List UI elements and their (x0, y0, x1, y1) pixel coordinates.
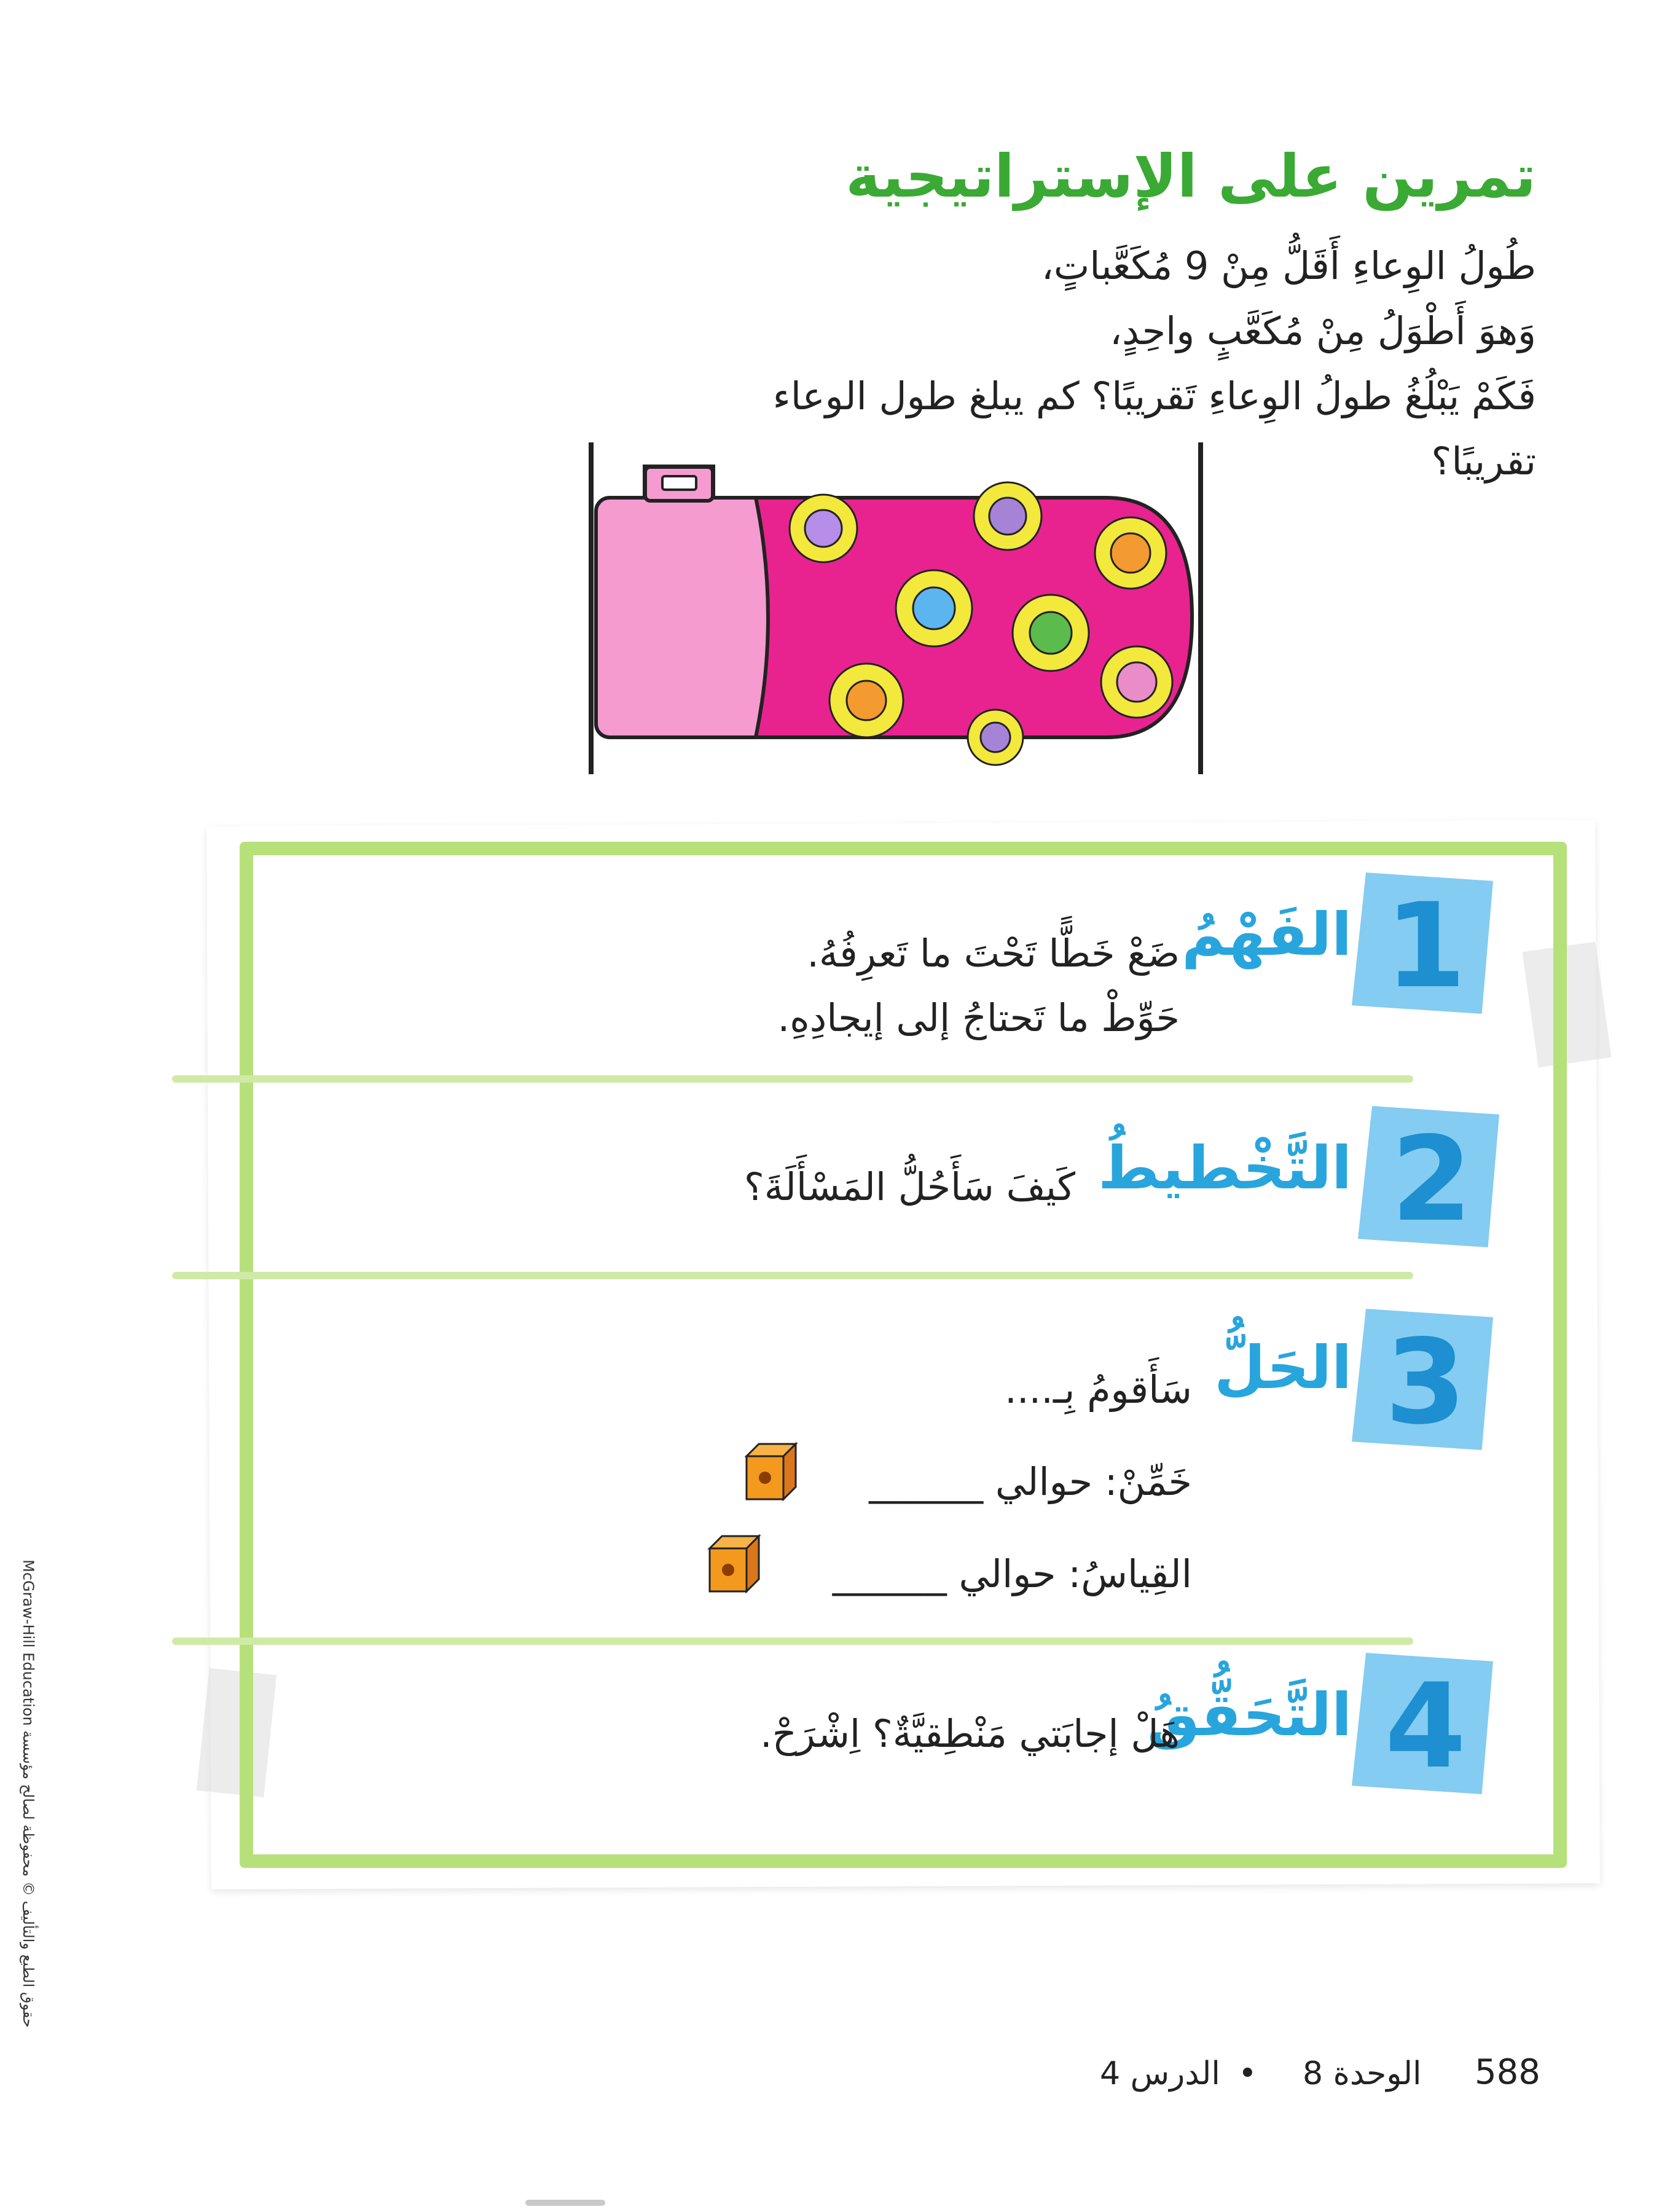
copyright-credit: حقوق الطبع والتأليف © محفوظة لصالح مؤسسة McGraw-Hill Education (20, 1559, 37, 2028)
page-number: 588 (1475, 2052, 1540, 2092)
divider-3 (172, 1637, 1413, 1645)
step-3-number: 3 (1384, 1314, 1467, 1450)
step-3-label: الحَلُّ (1214, 1333, 1352, 1402)
pencil-case-illustration (578, 442, 1217, 786)
step-4-number: 4 (1384, 1658, 1467, 1794)
problem-line-3: فَكَمْ يَبْلُغُ طولُ الوِعاءِ تَقريبًا؟ كم يبلغ طول الوعاء (772, 374, 1536, 418)
divider-1 (172, 1075, 1413, 1083)
estimate-label: خَمِّنْ: حوالي ______ (869, 1459, 1192, 1504)
step-1-number: 1 (1384, 878, 1467, 1014)
footer-bullet: • (1238, 2055, 1257, 2092)
page-title: تمرين على الإستراتيجية (845, 142, 1536, 211)
step-2-label: التَّخْطيطُ (1098, 1134, 1352, 1202)
problem-line-4: تقريبًا؟ (1431, 439, 1536, 484)
home-indicator[interactable] (525, 2200, 605, 2206)
step-3-line-1: سَأَقومُ بِـ.... (1005, 1367, 1192, 1412)
measure-label: القِياسُ: حوالي ______ (832, 1551, 1192, 1596)
step-1-line-1: ضَعْ خَطًّا تَحْتَ ما تَعرِفُهُ. (807, 931, 1180, 976)
step-1-label: الفَهْمُ (1182, 900, 1352, 969)
step-2-line-1: كَيفَ سَأَحُلُّ المَسْأَلَةَ؟ (743, 1164, 1075, 1209)
divider-2 (172, 1272, 1413, 1279)
footer-unit: الوحدة 8 (1303, 2055, 1422, 2092)
problem-line-1: طُولُ الوِعاءِ أَقَلُّ مِنْ 9 مُكَعَّباتٍ، (1041, 243, 1536, 288)
orange-cube-icon (697, 1530, 771, 1604)
step-1-line-2: حَوِّطْ ما تَحتاجُ إلى إيجادِهِ. (777, 995, 1180, 1040)
orange-cube-icon (734, 1438, 808, 1512)
step-2-number: 2 (1390, 1112, 1473, 1247)
step-4-line-1: هَلْ إجابَتي مَنْطِقيَّةٌ؟ اِشْرَحْ. (760, 1711, 1180, 1756)
footer-lesson: الدرس 4 (1100, 2055, 1220, 2092)
step-4-label: التَّحَقُّقُ (1147, 1681, 1352, 1749)
problem-line-2: وَهوَ أَطْوَلُ مِنْ مُكَعَّبٍ واحِدٍ، (1110, 308, 1536, 353)
